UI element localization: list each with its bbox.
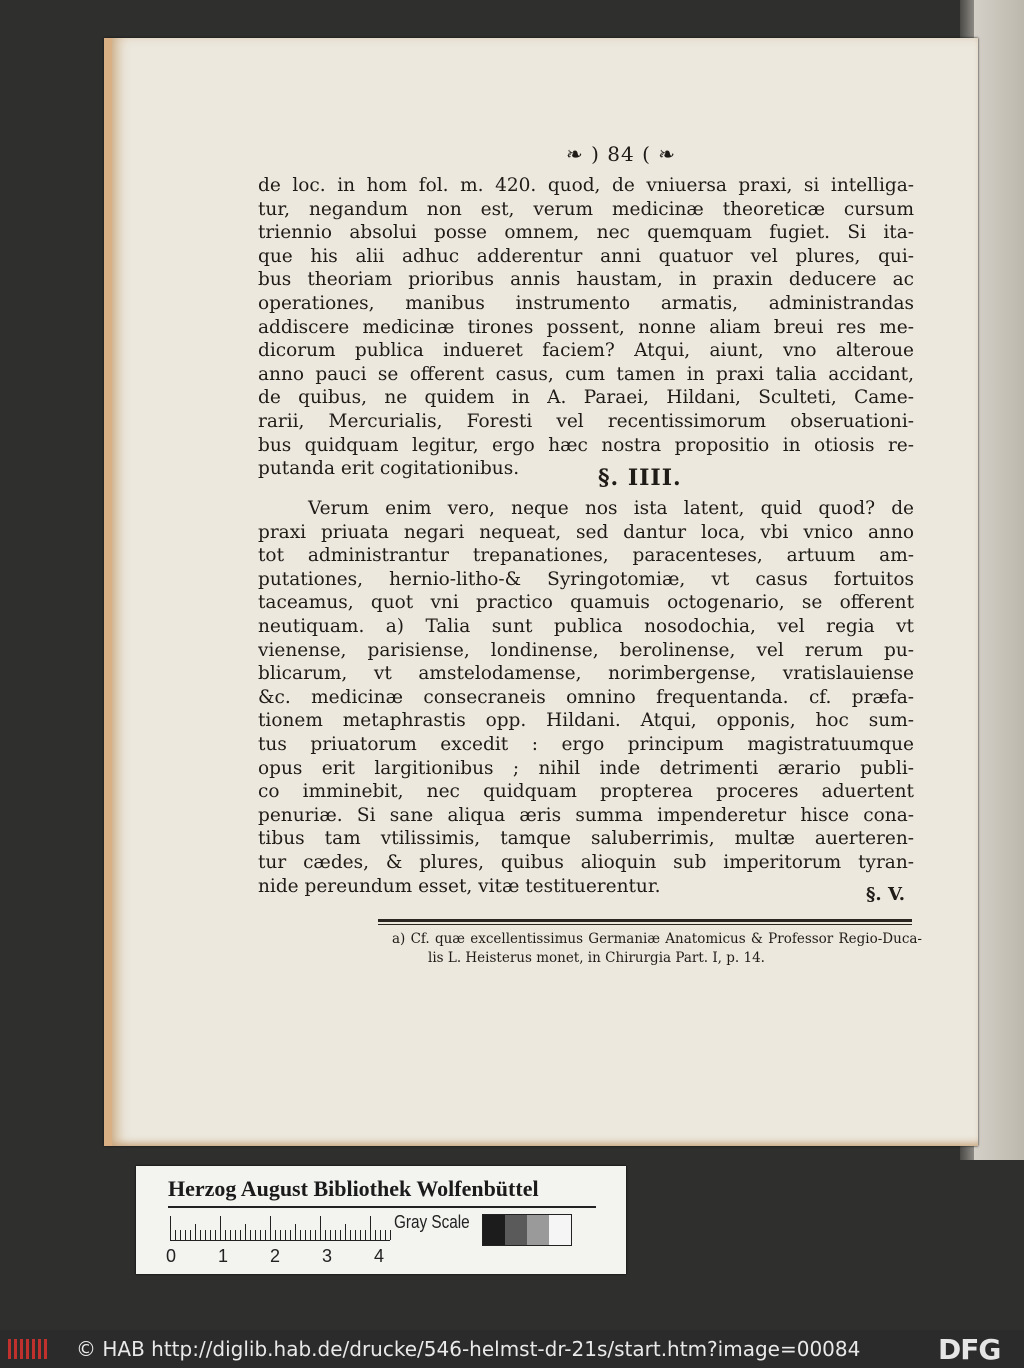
- text-line: bus quidquam legitur, ergo hæc nostra propositio in otiosis re-: [258, 434, 914, 456]
- text-line: tus priuatorum excedit : ergo principum magistratuumque: [258, 733, 914, 755]
- gray-swatch: [505, 1215, 527, 1245]
- body-text: [258, 174, 914, 481]
- ruler-tick: [265, 1230, 266, 1240]
- ruler-tick: [390, 1230, 391, 1240]
- hab-logo-icon: [8, 1339, 48, 1359]
- ruler-number: 0: [166, 1246, 177, 1266]
- footnote: [392, 930, 922, 968]
- text-line: addiscere medicinæ tirones possent, nonne aliam breui res me-: [258, 316, 914, 338]
- text-line: taceamus, quot vni practico quamuis octogenario, se offerent: [258, 592, 914, 614]
- gray-swatch: [483, 1215, 505, 1245]
- text-line: putationes, hernio-litho-& Syringotomiæ, vt casus fortuitos: [258, 568, 914, 590]
- gray-swatch: [549, 1215, 571, 1245]
- ruler-tick: [285, 1230, 286, 1240]
- ruler-tick: [270, 1216, 271, 1240]
- ruler-tick: [295, 1224, 296, 1240]
- text-line: dicorum publica indueret faciem? Atqui, aiunt, vno alteroue: [258, 340, 914, 362]
- ruler-tick: [365, 1230, 366, 1240]
- footnote-rule-thin: [378, 924, 912, 925]
- ruler-tick: [185, 1230, 186, 1240]
- scale-divider: [168, 1206, 596, 1208]
- text-line: vienense, parisiense, londinense, berolinense, vel rerum pu-: [258, 639, 914, 661]
- text-line: a) Cf. quæ excellentissimus Germaniæ Anatomicus & Professor Regio-Duca-: [392, 931, 922, 947]
- text-line: penuriæ. Si sane aliqua æris summa impenderetur hisce cona-: [258, 804, 914, 826]
- centimeter-ruler: [170, 1214, 390, 1241]
- ruler-tick: [180, 1230, 181, 1240]
- text-line: tot administrantur trepanationes, paracenteses, artuum am-: [258, 545, 914, 567]
- text-line: Verum enim vero, neque nos ista latent, quid quod? de: [308, 498, 914, 519]
- ruler-tick: [345, 1224, 346, 1240]
- text-line: triennio absolui posse omnem, nec quemquam fugiet. Si ita-: [258, 222, 914, 244]
- ruler-number: 4: [374, 1246, 385, 1266]
- ruler-tick: [385, 1230, 386, 1240]
- text-line: que his alii adhuc adderentur anni quatuor vel plures, qui-: [258, 245, 914, 267]
- text-line: rarii, Mercurialis, Foresti vel recentissimorum obseruationi-: [258, 410, 914, 432]
- ruler-tick: [375, 1230, 376, 1240]
- footnote-rule: [378, 919, 912, 922]
- ruler-tick: [225, 1230, 226, 1240]
- dfg-logo: DFG: [938, 1333, 1001, 1366]
- gray-swatch: [527, 1215, 549, 1245]
- ruler-tick: [170, 1216, 171, 1240]
- ruler-tick: [220, 1216, 221, 1240]
- ruler-number: 3: [322, 1246, 333, 1266]
- ruler-tick: [245, 1224, 246, 1240]
- ruler-tick: [360, 1230, 361, 1240]
- text-line: bus theoriam prioribus annis haustam, in praxin deducere ac: [258, 269, 914, 291]
- text-line: praxi priuata negari nequeat, sed dantur loca, vbi vnico anno: [258, 521, 914, 543]
- footer-bar: [0, 1330, 1024, 1368]
- gray-scale-label: Gray Scale: [394, 1212, 470, 1232]
- ruler-tick: [370, 1216, 371, 1240]
- text-line: putanda erit cogitationibus.: [258, 458, 520, 480]
- catchword: §. V.: [866, 884, 906, 905]
- text-line: blicarum, vt amstelodamense, norimbergense, vratislauiense: [258, 663, 914, 685]
- text-line: tionem metaphrastis opp. Hildani. Atqui, opponis, hoc sum-: [258, 710, 914, 732]
- text-line: tibus tam vtilissimis, tamque saluberrimis, multæ auerteren-: [258, 828, 914, 850]
- ruler-tick: [235, 1230, 236, 1240]
- ruler-tick: [355, 1230, 356, 1240]
- copyright-url[interactable]: © HAB http://diglib.hab.de/drucke/546-helmst-dr-21s/start.htm?image=00084: [76, 1337, 861, 1361]
- ruler-tick: [260, 1230, 261, 1240]
- text-line: &c. medicinæ consecraneis omnino frequentanda. cf. præfa-: [258, 686, 914, 708]
- ruler-tick: [255, 1230, 256, 1240]
- text-line: opus erit largitionibus ; nihil inde detrimenti ærario publi-: [258, 757, 914, 779]
- ruler-tick: [175, 1230, 176, 1240]
- ruler-tick: [335, 1230, 336, 1240]
- text-line: tur, negandum non est, verum medicinæ theoreticæ cursum: [258, 198, 914, 220]
- ruler-tick: [380, 1230, 381, 1240]
- ruler-tick: [275, 1230, 276, 1240]
- section-heading: §. IIII.: [598, 465, 682, 491]
- text-line: neutiquam. a) Talia sunt publica nosodochia, vel regia vt: [258, 615, 914, 637]
- text-line: co imminebit, nec quidquam propterea proceres aduertent: [258, 781, 914, 803]
- text-line: de loc. in hom fol. m. 420. quod, de vniuersa praxi, si intelliga-: [258, 175, 914, 196]
- library-name: Herzog August Bibliothek Wolfenbüttel: [168, 1176, 539, 1201]
- ruler-tick: [280, 1230, 281, 1240]
- ruler-tick: [200, 1230, 201, 1240]
- ruler-tick: [290, 1230, 291, 1240]
- gray-scale-swatches: [482, 1214, 572, 1246]
- ruler-tick: [315, 1230, 316, 1240]
- ruler-tick: [300, 1230, 301, 1240]
- ruler-tick: [240, 1230, 241, 1240]
- ruler-tick: [325, 1230, 326, 1240]
- ruler-tick: [320, 1216, 321, 1240]
- text-line: lis L. Heisterus monet, in Chirurgia Part. I, p. 14.: [428, 950, 765, 966]
- ruler-tick: [210, 1230, 211, 1240]
- ruler-tick: [195, 1224, 196, 1240]
- ruler-number: 2: [270, 1246, 281, 1266]
- ruler-tick: [310, 1230, 311, 1240]
- text-line: de quibus, ne quidem in A. Paraei, Hildani, Sculteti, Came-: [258, 387, 914, 409]
- ruler-tick: [340, 1230, 341, 1240]
- text-line: nide pereundum esset, vitæ testituerentur.: [258, 875, 661, 897]
- ruler-tick: [190, 1230, 191, 1240]
- section-text: [258, 497, 914, 898]
- ruler-number: 1: [218, 1246, 229, 1266]
- ruler-tick: [230, 1230, 231, 1240]
- text-line: tur cædes, & plures, quibus alioquin sub imperitorum tyran-: [258, 851, 914, 873]
- ruler-tick: [350, 1230, 351, 1240]
- text-line: anno pauci se offerent casus, cum tamen in praxi talia accidant,: [258, 363, 914, 385]
- ruler-tick: [205, 1230, 206, 1240]
- ruler-tick: [215, 1230, 216, 1240]
- color-scale-card: [136, 1166, 626, 1274]
- ruler-tick: [250, 1230, 251, 1240]
- ruler-tick: [330, 1230, 331, 1240]
- text-line: operationes, manibus instrumento armatis, administrandas: [258, 292, 914, 314]
- running-head: ❧ ) 84 ( ❧: [566, 142, 676, 166]
- ruler-tick: [305, 1230, 306, 1240]
